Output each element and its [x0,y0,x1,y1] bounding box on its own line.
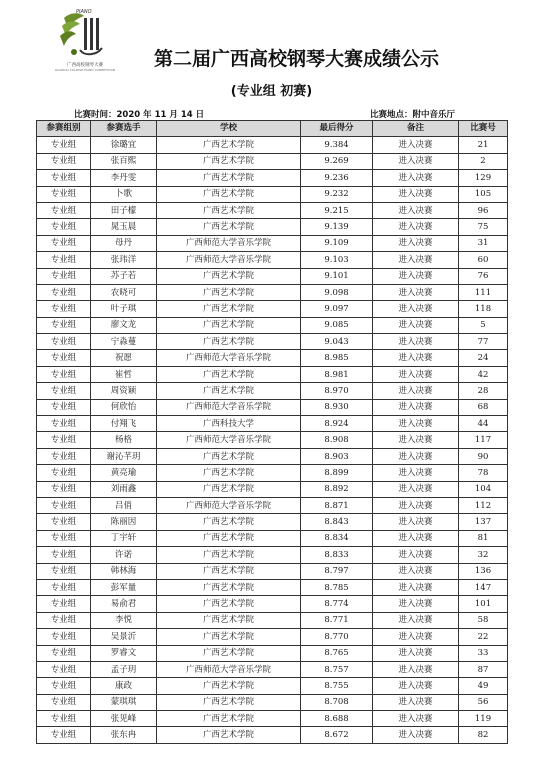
table-row [37,481,508,497]
cell-player: 丁宇轩 [91,530,157,546]
cell-number: 96 [459,202,508,218]
cell-note: 进入决赛 [373,629,459,645]
cell-player: 李悦 [91,612,157,628]
cell-number: 56 [459,694,508,710]
competition-place: 比赛地点：附中音乐厅 [370,110,456,120]
table-row [37,547,508,563]
cell-number: 28 [459,383,508,399]
cell-school: 广西艺术学院 [157,186,301,202]
table-row [37,629,508,645]
cell-school: 广西师范大学音乐学院 [157,252,301,268]
cell-number: 77 [459,334,508,350]
table-row [37,235,508,251]
cell-number: 90 [459,448,508,464]
table-row [37,186,508,202]
table-row [37,399,508,415]
cell-school: 广西艺术学院 [157,284,301,300]
cell-note: 进入决赛 [373,514,459,530]
cell-note: 进入决赛 [373,334,459,350]
header-player: 参赛选手 [91,121,157,137]
cell-player: 崔哲 [91,366,157,382]
cell-player: 宁淼蔓 [91,334,157,350]
cell-number: 117 [459,432,508,448]
table-row [37,153,508,169]
logo-name-cn: 广西高校钢琴大赛 [67,63,103,68]
cell-score: 9.139 [301,219,373,235]
cell-number: 42 [459,366,508,382]
cell-group: 专业组 [37,727,91,743]
cell-group: 专业组 [37,350,91,366]
cell-score: 8.924 [301,416,373,432]
cell-school: 广西艺术学院 [157,579,301,595]
table-row [37,645,508,661]
cell-number: 24 [459,350,508,366]
cell-group: 专业组 [37,301,91,317]
table-row [37,727,508,743]
cell-score: 8.774 [301,596,373,612]
cell-note: 进入决赛 [373,711,459,727]
cell-player: 罗睿文 [91,645,157,661]
cell-school: 广西科技大学 [157,416,301,432]
cell-player: 廖文龙 [91,317,157,333]
cell-number: 44 [459,416,508,432]
page-subtitle: (专业组 初赛) [230,84,313,99]
cell-player: 韩林海 [91,563,157,579]
table-row [37,268,508,284]
cell-score: 9.236 [301,170,373,186]
cell-score: 8.785 [301,579,373,595]
cell-school: 广西艺术学院 [157,301,301,317]
cell-score: 9.101 [301,268,373,284]
header-number: 比赛号 [459,121,508,137]
table-row [37,317,508,333]
cell-player: 黄亮瑜 [91,465,157,481]
cell-player: 陈丽因 [91,514,157,530]
cell-school: 广西师范大学音乐学院 [157,350,301,366]
table-row [37,219,508,235]
cell-group: 专业组 [37,530,91,546]
cell-player: 杨格 [91,432,157,448]
cell-player: 晁玉晨 [91,219,157,235]
cell-group: 专业组 [37,547,91,563]
cell-score: 9.384 [301,137,373,153]
cell-group: 专业组 [37,579,91,595]
cell-score: 9.043 [301,334,373,350]
cell-player: 徐璐宜 [91,137,157,153]
table-row [37,416,508,432]
cell-number: 60 [459,252,508,268]
cell-number: 119 [459,711,508,727]
cell-number: 31 [459,235,508,251]
cell-note: 进入决赛 [373,383,459,399]
cell-player: 张百熙 [91,153,157,169]
cell-note: 进入决赛 [373,170,459,186]
cell-player: 彭军量 [91,579,157,595]
cell-player: 张见峰 [91,711,157,727]
cell-number: 87 [459,661,508,677]
header-score: 最后得分 [301,121,373,137]
cell-score: 8.871 [301,497,373,513]
cell-note: 进入决赛 [373,645,459,661]
cell-score: 8.985 [301,350,373,366]
cell-note: 进入决赛 [373,727,459,743]
cell-player: 苏子若 [91,268,157,284]
results-table [36,120,508,744]
cell-player: 何欣怡 [91,399,157,415]
cell-number: 136 [459,563,508,579]
cell-group: 专业组 [37,432,91,448]
table-row [37,284,508,300]
table-row [37,612,508,628]
cell-score: 8.834 [301,530,373,546]
cell-school: 广西艺术学院 [157,334,301,350]
cell-score: 9.085 [301,317,373,333]
header-note: 备注 [373,121,459,137]
cell-group: 专业组 [37,252,91,268]
cell-group: 专业组 [37,366,91,382]
cell-score: 8.899 [301,465,373,481]
cell-number: 33 [459,645,508,661]
cell-group: 专业组 [37,153,91,169]
cell-note: 进入决赛 [373,465,459,481]
cell-group: 专业组 [37,137,91,153]
cell-school: 广西艺术学院 [157,219,301,235]
cell-score: 8.833 [301,547,373,563]
cell-school: 广西艺术学院 [157,514,301,530]
cell-note: 进入决赛 [373,596,459,612]
cell-number: 21 [459,137,508,153]
cell-note: 进入决赛 [373,530,459,546]
cell-score: 8.765 [301,645,373,661]
cell-school: 广西艺术学院 [157,317,301,333]
table-row [37,563,508,579]
cell-number: 82 [459,727,508,743]
cell-note: 进入决赛 [373,202,459,218]
cell-number: 118 [459,301,508,317]
cell-score: 8.688 [301,711,373,727]
cell-number: 111 [459,284,508,300]
cell-school: 广西艺术学院 [157,645,301,661]
table-row [37,137,508,153]
cell-number: 104 [459,481,508,497]
cell-group: 专业组 [37,465,91,481]
cell-score: 8.770 [301,629,373,645]
table-row [37,202,508,218]
cell-group: 专业组 [37,678,91,694]
table-row [37,661,508,677]
cell-number: 101 [459,596,508,612]
cell-school: 广西艺术学院 [157,268,301,284]
table-row [37,596,508,612]
cell-group: 专业组 [37,497,91,513]
cell-school: 广西艺术学院 [157,596,301,612]
cell-score: 8.892 [301,481,373,497]
cell-school: 广西艺术学院 [157,547,301,563]
cell-player: 吴景沂 [91,629,157,645]
cell-group: 专业组 [37,186,91,202]
cell-note: 进入决赛 [373,301,459,317]
cell-note: 进入决赛 [373,678,459,694]
cell-group: 专业组 [37,268,91,284]
cell-score: 9.215 [301,202,373,218]
cell-score: 8.708 [301,694,373,710]
cell-player: 农晓可 [91,284,157,300]
table-row [37,383,508,399]
cell-group: 专业组 [37,317,91,333]
cell-note: 进入决赛 [373,366,459,382]
cell-score: 8.771 [301,612,373,628]
header-school: 学校 [157,121,301,137]
table-row [37,170,508,186]
cell-school: 广西艺术学院 [157,678,301,694]
cell-group: 专业组 [37,219,91,235]
cell-group: 专业组 [37,383,91,399]
cell-number: 2 [459,153,508,169]
cell-school: 广西师范大学音乐学院 [157,432,301,448]
competition-time: 比赛时间：2020 年 11 月 14 日 [74,110,205,120]
cell-school: 广西艺术学院 [157,202,301,218]
cell-number: 5 [459,317,508,333]
cell-school: 广西艺术学院 [157,448,301,464]
cell-number: 32 [459,547,508,563]
table-row [37,530,508,546]
cell-note: 进入决赛 [373,137,459,153]
cell-score: 8.930 [301,399,373,415]
cell-school: 广西艺术学院 [157,727,301,743]
cell-group: 专业组 [37,170,91,186]
table-row [37,497,508,513]
cell-score: 9.098 [301,284,373,300]
cell-school: 广西艺术学院 [157,629,301,645]
cell-score: 8.970 [301,383,373,399]
cell-note: 进入决赛 [373,497,459,513]
cell-number: 76 [459,268,508,284]
cell-player: 刘雨鑫 [91,481,157,497]
cell-player: 母丹 [91,235,157,251]
cell-note: 进入决赛 [373,547,459,563]
cell-number: 49 [459,678,508,694]
cell-school: 广西艺术学院 [157,563,301,579]
cell-score: 8.672 [301,727,373,743]
cell-group: 专业组 [37,235,91,251]
table-row [37,579,508,595]
cell-score: 8.843 [301,514,373,530]
table-row [37,711,508,727]
cell-score: 8.797 [301,563,373,579]
cell-group: 专业组 [37,645,91,661]
cell-player: 张东冉 [91,727,157,743]
cell-number: 112 [459,497,508,513]
cell-number: 22 [459,629,508,645]
cell-number: 129 [459,170,508,186]
cell-player: 祝愿 [91,350,157,366]
cell-note: 进入决赛 [373,481,459,497]
cell-note: 进入决赛 [373,448,459,464]
cell-player: 蒙琪琪 [91,694,157,710]
table-row [37,252,508,268]
cell-note: 进入决赛 [373,186,459,202]
cell-group: 专业组 [37,629,91,645]
cell-number: 58 [459,612,508,628]
cell-school: 广西艺术学院 [157,481,301,497]
table-header-row [37,121,508,137]
table-row [37,432,508,448]
cell-note: 进入决赛 [373,399,459,415]
cell-number: 75 [459,219,508,235]
table-row [37,465,508,481]
cell-player: 康政 [91,678,157,694]
cell-score: 9.103 [301,252,373,268]
cell-note: 进入决赛 [373,219,459,235]
cell-school: 广西艺术学院 [157,465,301,481]
cell-school: 广西艺术学院 [157,366,301,382]
cell-group: 专业组 [37,448,91,464]
table-row [37,678,508,694]
cell-group: 专业组 [37,563,91,579]
cell-group: 专业组 [37,661,91,677]
cell-note: 进入决赛 [373,432,459,448]
cell-note: 进入决赛 [373,350,459,366]
cell-note: 进入决赛 [373,612,459,628]
cell-player: 许诺 [91,547,157,563]
cell-note: 进入决赛 [373,317,459,333]
cell-score: 9.232 [301,186,373,202]
cell-school: 广西艺术学院 [157,153,301,169]
cell-score: 8.981 [301,366,373,382]
table-row [37,694,508,710]
cell-number: 68 [459,399,508,415]
cell-player: 谢沁芊玥 [91,448,157,464]
cell-player: 李丹雯 [91,170,157,186]
cell-number: 147 [459,579,508,595]
table-row [37,448,508,464]
cell-school: 广西艺术学院 [157,170,301,186]
table-row [37,514,508,530]
cell-group: 专业组 [37,612,91,628]
cell-school: 广西艺术学院 [157,383,301,399]
cell-note: 进入决赛 [373,579,459,595]
cell-note: 进入决赛 [373,153,459,169]
page-title: 第二届广西高校钢琴大赛成绩公示 [153,48,439,70]
cell-score: 9.109 [301,235,373,251]
cell-note: 进入决赛 [373,252,459,268]
cell-number: 78 [459,465,508,481]
cell-number: 81 [459,530,508,546]
cell-group: 专业组 [37,694,91,710]
cell-score: 9.097 [301,301,373,317]
cell-score: 8.757 [301,661,373,677]
cell-group: 专业组 [37,334,91,350]
logo-name-en: GUANGXI COLLEGE PIANO COMPETITION [54,68,116,72]
cell-school: 广西艺术学院 [157,530,301,546]
cell-score: 9.269 [301,153,373,169]
cell-player: 周资颖 [91,383,157,399]
cell-score: 8.755 [301,678,373,694]
cell-group: 专业组 [37,596,91,612]
cell-number: 105 [459,186,508,202]
cell-score: 8.908 [301,432,373,448]
table-row [37,350,508,366]
table-body [37,137,508,743]
cell-school: 广西艺术学院 [157,137,301,153]
cell-group: 专业组 [37,399,91,415]
cell-player: 付翔飞 [91,416,157,432]
cell-player: 田子檬 [91,202,157,218]
cell-group: 专业组 [37,202,91,218]
cell-school: 广西师范大学音乐学院 [157,661,301,677]
cell-group: 专业组 [37,284,91,300]
cell-player: 吕俏 [91,497,157,513]
cell-player: 卜歌 [91,186,157,202]
header-group: 参赛组别 [37,121,91,137]
cell-note: 进入决赛 [373,235,459,251]
cell-school: 广西师范大学音乐学院 [157,399,301,415]
cell-school: 广西师范大学音乐学院 [157,235,301,251]
table-row [37,366,508,382]
cell-group: 专业组 [37,514,91,530]
cell-school: 广西艺术学院 [157,694,301,710]
cell-note: 进入决赛 [373,284,459,300]
cell-school: 广西艺术学院 [157,711,301,727]
cell-school: 广西师范大学音乐学院 [157,497,301,513]
cell-note: 进入决赛 [373,268,459,284]
cell-player: 易俞君 [91,596,157,612]
cell-group: 专业组 [37,711,91,727]
cell-group: 专业组 [37,481,91,497]
cell-note: 进入决赛 [373,694,459,710]
cell-player: 张玮洋 [91,252,157,268]
cell-note: 进入决赛 [373,661,459,677]
cell-school: 广西艺术学院 [157,612,301,628]
cell-note: 进入决赛 [373,416,459,432]
logo-word: PIANO [76,9,92,15]
cell-player: 孟子玥 [91,661,157,677]
table-row [37,334,508,350]
cell-note: 进入决赛 [373,563,459,579]
cell-player: 叶子琪 [91,301,157,317]
cell-group: 专业组 [37,416,91,432]
table-row [37,301,508,317]
cell-number: 137 [459,514,508,530]
cell-score: 8.903 [301,448,373,464]
